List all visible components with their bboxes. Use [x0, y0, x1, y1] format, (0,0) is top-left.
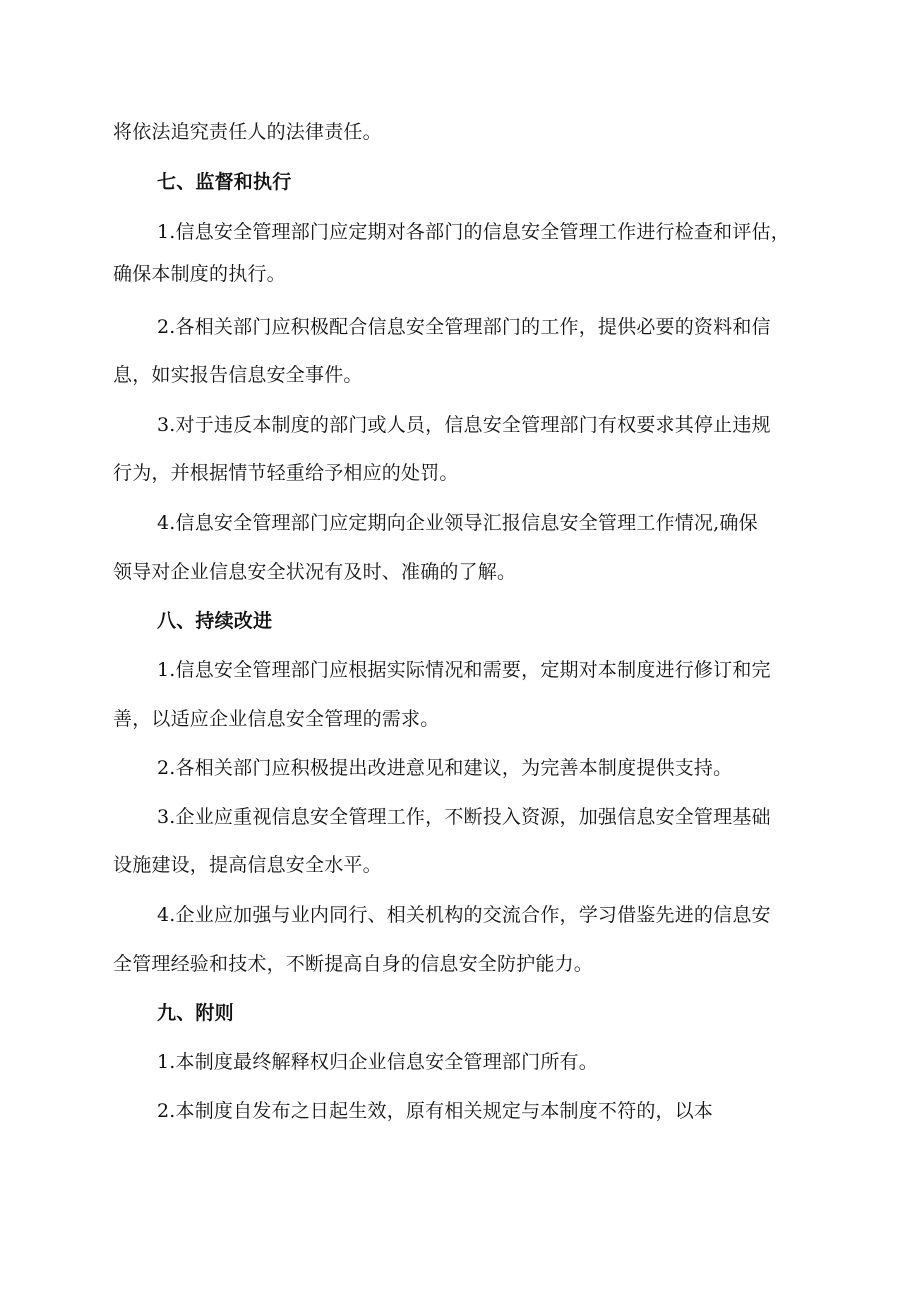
section-heading-7: 七、监督和执行	[157, 171, 292, 193]
paragraph-line: 全管理经验和技术，不断提高自身的信息安全防护能力。	[113, 953, 594, 975]
paragraph-line: 息，如实报告信息安全事件。	[113, 364, 363, 386]
paragraph-line: 2.各相关部门应积极配合信息安全管理部门的工作，提供必要的资料和信	[157, 316, 771, 338]
paragraph-line: 2.各相关部门应积极提出改进意见和建议，为完善本制度提供支持。	[157, 757, 733, 779]
paragraph-line: 3.企业应重视信息安全管理工作，不断投入资源，加强信息安全管理基础	[157, 806, 771, 828]
paragraph-line: 4.信息安全管理部门应定期向企业领导汇报信息安全管理工作情况,确保	[157, 512, 758, 534]
section-heading-8: 八、持续改进	[157, 610, 273, 632]
paragraph-line: 领导对企业信息安全状况有及时、准确的了解。	[113, 561, 517, 583]
paragraph-line: 1.信息安全管理部门应定期对各部门的信息安全管理工作进行检查和评估，	[157, 221, 790, 243]
paragraph-line: 善，以适应企业信息安全管理的需求。	[113, 708, 440, 730]
paragraph-line: 将依法追究责任人的法律责任。	[113, 121, 382, 143]
paragraph-line: 确保本制度的执行。	[113, 263, 286, 285]
paragraph-line: 设施建设，提高信息安全水平。	[113, 854, 382, 876]
paragraph-line: 1.本制度最终解释权归企业信息安全管理部门所有。	[157, 1051, 598, 1073]
section-heading-9: 九、附则	[157, 1002, 234, 1024]
paragraph-line: 2.本制度自发布之日起生效，原有相关规定与本制度不符的，以本	[157, 1100, 714, 1122]
paragraph-line: 3.对于违反本制度的部门或人员，信息安全管理部门有权要求其停止违规	[157, 414, 771, 436]
paragraph-line: 1.信息安全管理部门应根据实际情况和需要，定期对本制度进行修订和完	[157, 659, 771, 681]
paragraph-line: 4.企业应加强与业内同行、相关机构的交流合作，学习借鉴先进的信息安	[157, 904, 771, 926]
paragraph-line: 行为，并根据情节轻重给予相应的处罚。	[113, 462, 459, 484]
